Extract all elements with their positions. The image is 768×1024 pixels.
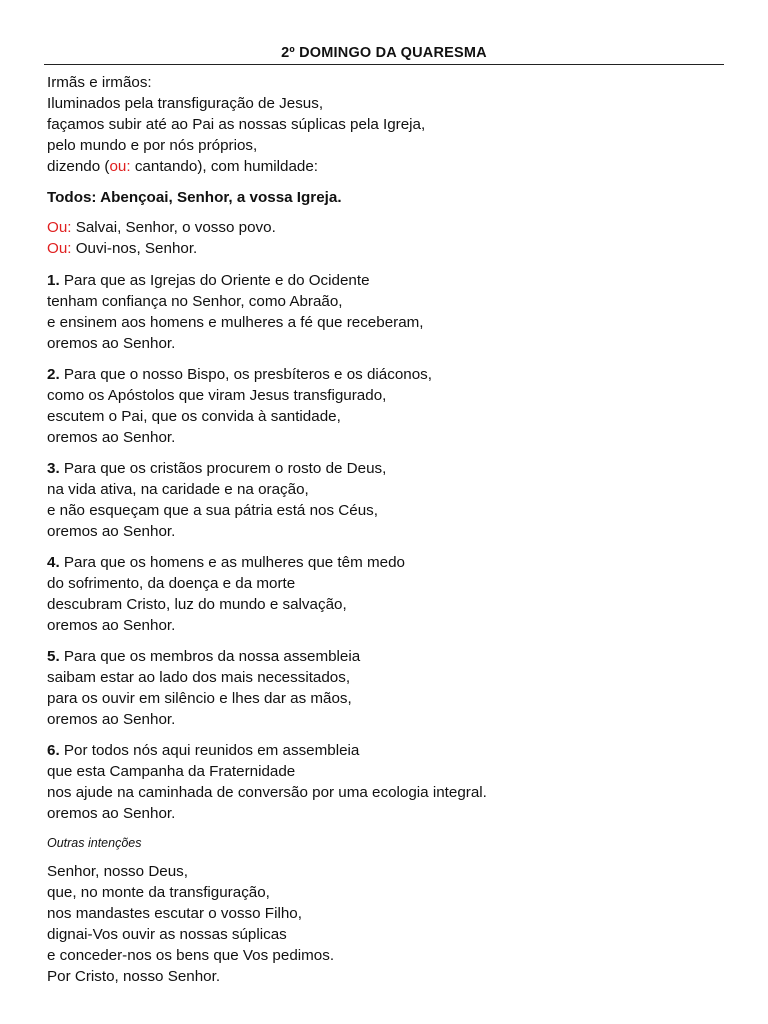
intention-line: oremos ao Senhor. <box>47 523 176 540</box>
intention-line: e não esqueçam que a sua pátria está nos Céus, <box>47 502 378 519</box>
intention-line: oremos ao Senhor. <box>47 711 176 728</box>
intention-line: escutem o Pai, que os convida à santidade, <box>47 408 341 425</box>
intention-6 <box>47 740 724 824</box>
intention-line <box>47 458 724 479</box>
intention-text: Para que os homens e as mulheres que têm medo <box>59 554 405 571</box>
intro-line: pelo mundo e por nós próprios, <box>47 137 258 154</box>
alternative-responses <box>47 217 724 259</box>
other-intentions-label: Outras intenções <box>47 836 142 850</box>
ou-rubric: ou: <box>109 158 131 175</box>
intention-line: oremos ao Senhor. <box>47 335 176 352</box>
intention-line: descubram Cristo, luz do mundo e salvação, <box>47 596 347 613</box>
intro-paragraph <box>47 72 724 177</box>
closing-prayer <box>47 861 724 987</box>
response-text: Todos: Abençoai, Senhor, a vossa Igreja. <box>47 189 342 206</box>
prayer-line: Por Cristo, nosso Senhor. <box>47 968 221 985</box>
intention-line: para os ouvir em silêncio e lhes dar as mãos, <box>47 690 352 707</box>
intention-text: Para que os membros da nossa assembleia <box>59 648 361 665</box>
intention-line: que esta Campanha da Fraternidade <box>47 763 296 780</box>
intention-3 <box>47 458 724 542</box>
intention-line: na vida ativa, na caridade e na oração, <box>47 481 309 498</box>
ou-rubric: Ou: <box>47 219 72 236</box>
intro-line-text: cantando), com humildade: <box>130 158 319 175</box>
intro-line: façamos subir até ao Pai as nossas súplicas pela Igreja, <box>47 116 426 133</box>
intention-number: 2. <box>47 366 60 383</box>
alternative-text: Ouvi-nos, Senhor. <box>71 240 198 257</box>
prayer-line: e conceder-nos os bens que Vos pedimos. <box>47 947 335 964</box>
alternative-response <box>47 238 724 259</box>
intention-5 <box>47 646 724 730</box>
intention-line <box>47 740 724 761</box>
intro-line: Irmãs e irmãos: <box>47 74 152 91</box>
intention-line: e ensinem aos homens e mulheres a fé que receberam, <box>47 314 424 331</box>
intention-line <box>47 646 724 667</box>
intention-line: nos ajude na caminhada de conversão por uma ecologia integral. <box>47 784 487 801</box>
alternative-response <box>47 217 724 238</box>
alternative-text: Salvai, Senhor, o vosso povo. <box>71 219 276 236</box>
document-page <box>47 44 724 987</box>
title-bar <box>44 44 724 65</box>
intention-text: Para que o nosso Bispo, os presbíteros e os diáconos, <box>59 366 432 383</box>
intention-line: oremos ao Senhor. <box>47 617 176 634</box>
intention-text: Por todos nós aqui reunidos em assembleia <box>59 742 360 759</box>
intention-number: 3. <box>47 460 60 477</box>
intention-number: 1. <box>47 272 60 289</box>
response-line <box>47 187 724 208</box>
prayer-line: que, no monte da transfiguração, <box>47 884 270 901</box>
intention-2 <box>47 364 724 448</box>
intention-number: 4. <box>47 554 60 571</box>
intention-number: 6. <box>47 742 60 759</box>
intro-line-instruction <box>47 156 724 177</box>
intention-line: tenham confiança no Senhor, como Abraão, <box>47 293 343 310</box>
intention-line <box>47 270 724 291</box>
prayer-line: dignai-Vos ouvir as nossas súplicas <box>47 926 287 943</box>
prayer-line: nos mandastes escutar o vosso Filho, <box>47 905 302 922</box>
prayer-line: Senhor, nosso Deus, <box>47 863 188 880</box>
intention-line <box>47 364 724 385</box>
intention-line: saibam estar ao lado dos mais necessitados, <box>47 669 351 686</box>
intention-text: Para que as Igrejas do Oriente e do Ocidente <box>59 272 370 289</box>
intention-number: 5. <box>47 648 60 665</box>
intention-line: oremos ao Senhor. <box>47 429 176 446</box>
intro-line-text: dizendo ( <box>47 158 110 175</box>
intro-line: Iluminados pela transfiguração de Jesus, <box>47 95 324 112</box>
intention-line: oremos ao Senhor. <box>47 805 176 822</box>
intention-line <box>47 552 724 573</box>
intention-line: como os Apóstolos que viram Jesus transfigurado, <box>47 387 387 404</box>
ou-rubric: Ou: <box>47 240 72 257</box>
intention-text: Para que os cristãos procurem o rosto de Deus, <box>59 460 387 477</box>
intention-1 <box>47 270 724 354</box>
page-title: 2º DOMINGO DA QUARESMA <box>281 45 487 61</box>
intention-line: do sofrimento, da doença e da morte <box>47 575 296 592</box>
intention-4 <box>47 552 724 636</box>
